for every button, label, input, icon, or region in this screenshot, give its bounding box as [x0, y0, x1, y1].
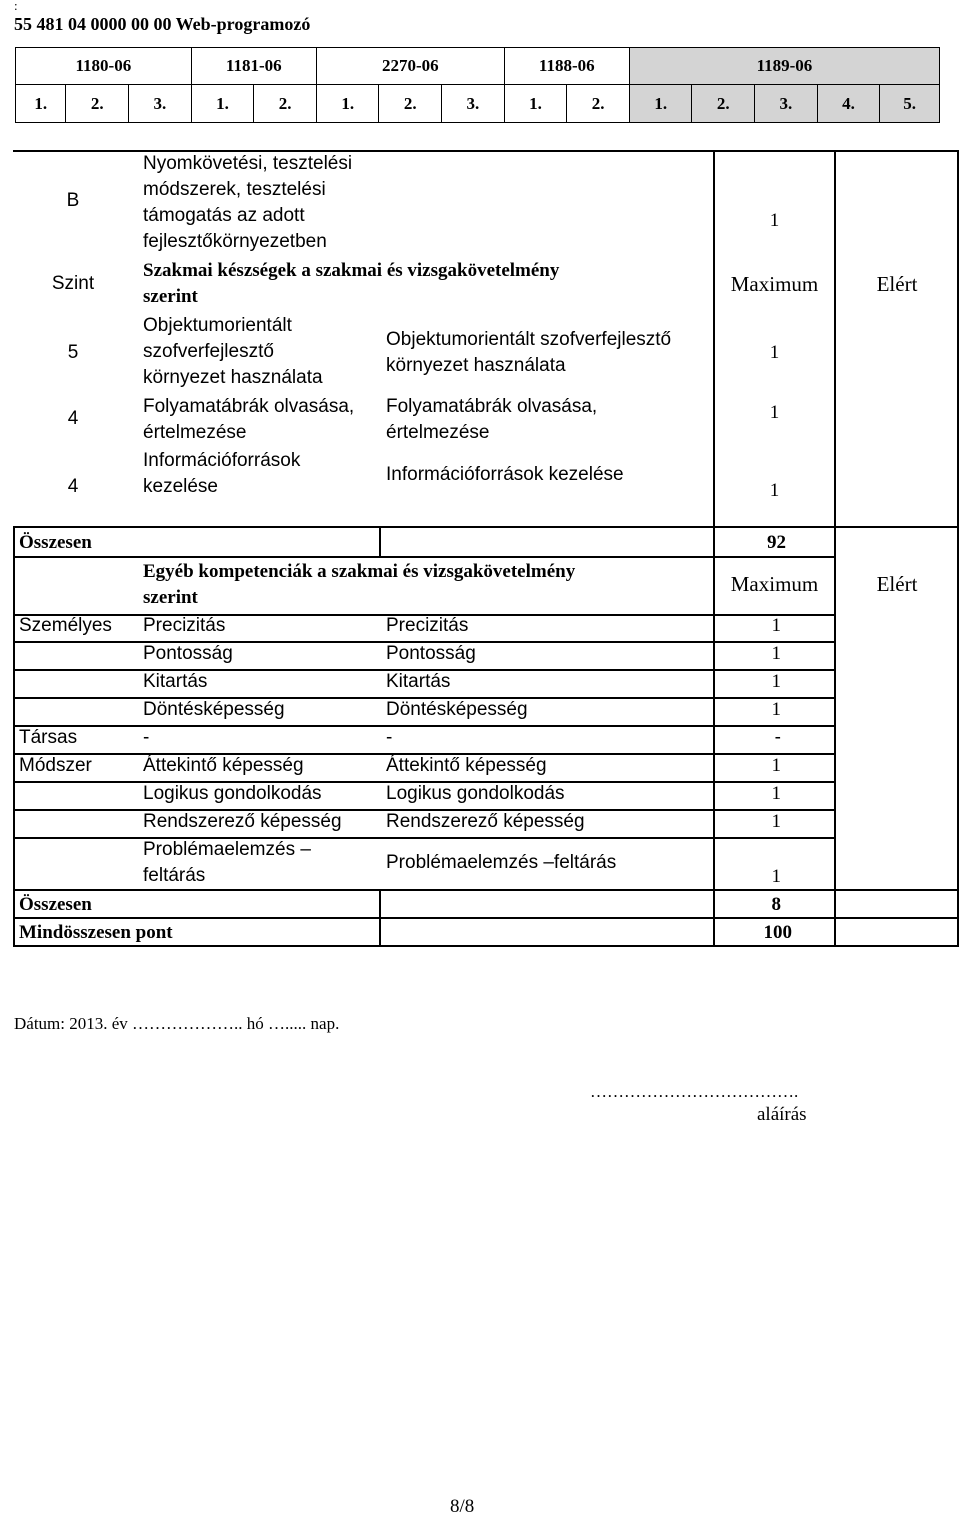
module-code-cell: 1181-06: [191, 48, 316, 85]
competency-max: 1: [771, 783, 781, 804]
skill-left-text: Objektumorientált: [143, 315, 292, 336]
competency-left: Logikus gondolkodás: [143, 783, 322, 804]
szint-label: Szint: [51, 273, 95, 294]
index-cell: 3.: [442, 85, 505, 123]
index-cell: 3.: [129, 85, 192, 123]
module-code-cell: 1188-06: [504, 48, 629, 85]
level-code: B: [66, 190, 80, 211]
competency-left: feltárás: [143, 865, 206, 886]
skill-right-text: Objektumorientált szofverfejlesztő: [386, 329, 672, 350]
competency-max: -: [774, 727, 781, 748]
skill-right-text: értelmezése: [386, 422, 490, 443]
header-colon: :: [14, 0, 18, 13]
grid-line: [13, 917, 959, 919]
competency-right: Rendszerező képesség: [386, 811, 585, 832]
skill-left-text: értelmezése: [143, 422, 247, 443]
module-code-cell: 2270-06: [316, 48, 504, 85]
skill-left-text: kezelése: [143, 476, 218, 497]
competency-category: Módszer: [19, 755, 92, 776]
competency-right: Precizitás: [386, 615, 469, 636]
index-cell: 2.: [567, 85, 630, 123]
skills-section-title: szerint: [143, 286, 198, 307]
intro-line: fejlesztőkörnyezetben: [143, 231, 327, 252]
other-total-value: 8: [771, 894, 781, 915]
skills-section-title: Szakmai készségek a szakmai és vizsgakövetelmény: [143, 260, 560, 281]
skills-total-value: 92: [767, 532, 786, 553]
module-code-cell-highlighted: 1189-06: [629, 48, 939, 85]
competency-right: Döntésképesség: [386, 699, 528, 720]
competency-max: 1: [771, 811, 781, 832]
intro-line: támogatás az adott: [143, 205, 305, 226]
grand-total-value: 100: [763, 922, 792, 943]
index-cell-highlighted: 4.: [817, 85, 880, 123]
skill-right-text: környezet használata: [386, 355, 566, 376]
skill-left-text: szofverfejlesztő: [143, 341, 274, 362]
grid-line: [379, 889, 381, 947]
competency-max: 1: [771, 671, 781, 692]
competency-left: Döntésképesség: [143, 699, 285, 720]
other-section-title: szerint: [143, 587, 198, 608]
competency-left: Pontosság: [143, 643, 233, 664]
competency-max: 1: [771, 866, 781, 887]
grid-line: [834, 150, 836, 947]
signature-dots: ……………………………….: [590, 1082, 799, 1101]
competency-max: 1: [771, 643, 781, 664]
competency-category: Társas: [19, 727, 78, 748]
elert-header: Elért: [876, 272, 918, 296]
index-cell-highlighted: 5.: [880, 85, 940, 123]
competency-right: Kitartás: [386, 671, 451, 692]
index-cell: 1.: [316, 85, 379, 123]
intro-max-value: 1: [769, 210, 780, 231]
competency-left: -: [143, 727, 150, 748]
elert-header: Elért: [876, 572, 918, 596]
skill-level: 4: [67, 476, 79, 497]
date-line: Dátum: 2013. év ……………….. hó …..... nap.: [14, 1014, 340, 1033]
competency-left: Problémaelemzés –: [143, 839, 311, 860]
grid-line: [379, 526, 381, 556]
intro-line: Nyomkövetési, tesztelési: [143, 153, 353, 174]
index-cell: 1.: [504, 85, 567, 123]
competency-max: 1: [771, 699, 781, 720]
skill-left-text: környezet használata: [143, 367, 323, 388]
skill-right-text: Folyamatábrák olvasása,: [386, 396, 598, 417]
skill-left-text: Információforrások: [143, 450, 301, 471]
index-cell-highlighted: 2.: [692, 85, 755, 123]
maximum-header: Maximum: [730, 572, 819, 596]
skill-level: 5: [67, 342, 79, 363]
grid-line: [957, 150, 959, 947]
competency-left: Rendszerező képesség: [143, 811, 342, 832]
other-total-label: Összesen: [19, 894, 92, 915]
competency-left: Áttekintő képesség: [143, 755, 304, 776]
index-cell-highlighted: 1.: [629, 85, 692, 123]
competency-max: 1: [771, 615, 781, 636]
maximum-header: Maximum: [730, 272, 819, 296]
index-cell: 2.: [254, 85, 317, 123]
index-cell: 2.: [379, 85, 442, 123]
competency-left: Kitartás: [143, 671, 208, 692]
competency-right: -: [386, 727, 393, 748]
grand-total-label: Mindösszesen pont: [19, 922, 173, 943]
skill-max-value: 1: [769, 402, 780, 423]
grid-line: [13, 889, 959, 891]
intro-line: módszerek, tesztelési: [143, 179, 326, 200]
signature-label: aláírás: [757, 1104, 807, 1125]
index-cell: 1.: [191, 85, 254, 123]
skill-right-text: Információforrások kezelése: [386, 464, 624, 485]
module-header-table: [15, 47, 940, 123]
skill-level: 4: [67, 408, 79, 429]
page-number: 8/8: [450, 1496, 475, 1517]
competency-category: Személyes: [19, 615, 112, 636]
index-cell-highlighted: 3.: [755, 85, 818, 123]
other-section-title: Egyéb kompetenciák a szakmai és vizsgakövetelmény: [143, 561, 576, 582]
competency-right: Problémaelemzés –feltárás: [386, 852, 617, 873]
competency-right: Logikus gondolkodás: [386, 783, 565, 804]
module-code-cell: 1180-06: [16, 48, 192, 85]
skill-max-value: 1: [769, 342, 780, 363]
skill-max-value: 1: [769, 480, 780, 501]
qualification-title: 55 481 04 0000 00 00 Web-programozó: [14, 14, 311, 34]
skill-left-text: Folyamatábrák olvasása,: [143, 396, 355, 417]
grid-line: [13, 526, 15, 947]
competency-right: Áttekintő képesség: [386, 755, 547, 776]
competency-right: Pontosság: [386, 643, 476, 664]
grid-line: [13, 526, 959, 528]
index-cell: 1.: [16, 85, 66, 123]
competency-left: Precizitás: [143, 615, 226, 636]
index-cell: 2.: [66, 85, 129, 123]
competency-max: 1: [771, 755, 781, 776]
skills-total-label: Összesen: [19, 532, 92, 553]
